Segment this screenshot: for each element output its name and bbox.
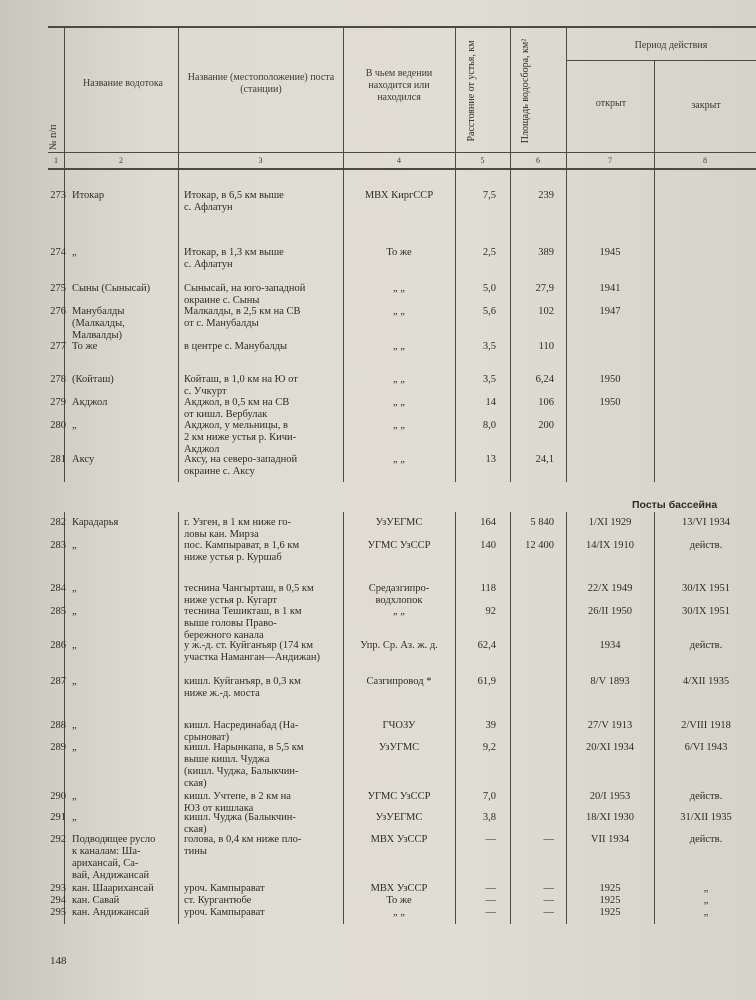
opened-date: 20/XI 1934 (585, 742, 635, 753)
opened-date: 1934 (599, 640, 621, 651)
post-location: Итокар, в 6,5 км выше с. Афлатун (184, 190, 284, 213)
distance-km: — (485, 907, 496, 918)
distance-km: 7,0 (482, 791, 496, 802)
header-closed: закрыт (691, 100, 721, 111)
opened-date: 8/V 1893 (590, 676, 630, 687)
river-name: „ (72, 676, 77, 687)
period-divider-rule (566, 60, 756, 61)
column-number: 5 (480, 156, 485, 165)
basin-area: 6,24 (535, 374, 554, 385)
header-distance: Расстояние от устья, км (466, 40, 477, 142)
distance-km: 5,0 (482, 283, 496, 294)
post-location: ст. Кургантюбе (184, 895, 252, 906)
river-name: „ (72, 606, 77, 617)
row-number: 290 (50, 791, 66, 802)
row-number: 273 (50, 190, 66, 201)
post-location: кишл. Учтепе, в 2 км на ЮЗ от кишлака (184, 791, 291, 814)
organization: „ „ (393, 283, 405, 294)
row-number: 278 (50, 374, 66, 385)
col-divider (178, 512, 179, 924)
river-name: (Койташ) (72, 374, 114, 385)
river-name: „ (72, 583, 77, 594)
distance-km: 3,8 (482, 812, 496, 823)
organization: То же (386, 895, 412, 906)
organization: УзУЕГМС (375, 812, 423, 823)
header-basin-area: Площадь водосбора, км² (520, 38, 531, 144)
river-name: „ (72, 720, 77, 731)
basin-area: 200 (538, 420, 554, 431)
river-name: „ (72, 247, 77, 258)
row-number: 289 (50, 742, 66, 753)
basin-area: 12 400 (525, 540, 554, 551)
row-number: 287 (50, 676, 66, 687)
post-location: кишл. Чуджа (Балыкчин- ская) (184, 812, 296, 835)
header-organization: В чьем ведении находится или находился (365, 68, 433, 103)
river-name: „ (72, 742, 77, 753)
row-number: 284 (50, 583, 66, 594)
post-location: Малкалды, в 2,5 км на СВ от с. Манубалды (184, 306, 301, 329)
row-number: 280 (50, 420, 66, 431)
river-name: „ (72, 791, 77, 802)
organization: „ „ (393, 907, 405, 918)
header-opened: открыт (595, 98, 627, 109)
basin-area: 24,1 (535, 454, 554, 465)
col-divider (178, 27, 179, 482)
basin-area: 27,9 (535, 283, 554, 294)
header-number: № п/п (48, 124, 59, 150)
opened-date: 22/X 1949 (587, 583, 633, 594)
closed-date: „ (703, 883, 709, 894)
header-post: Название (местоположение) поста (станции) (187, 72, 335, 95)
closed-date: 6/VI 1943 (684, 742, 728, 753)
table-top-rule (48, 26, 756, 28)
organization: „ „ (393, 420, 405, 431)
organization: „ „ (393, 374, 405, 385)
river-name: кан. Савай (72, 895, 120, 906)
opened-date: 20/I 1953 (589, 791, 631, 802)
distance-km: 7,5 (482, 190, 496, 201)
closed-date: 13/VI 1934 (681, 517, 731, 528)
basin-area: 110 (538, 341, 554, 352)
post-location: у ж.-д. ст. Куйганъяр (174 км участка Наманган—Андижан) (184, 640, 321, 663)
opened-date: 27/V 1913 (587, 720, 633, 731)
river-name: кан. Шаарихансай (72, 883, 154, 894)
row-number: 274 (50, 247, 66, 258)
post-location: Аксу, на северо-западной окраине с. Аксу (184, 454, 298, 477)
closed-date: 2/VIII 1918 (681, 720, 731, 731)
organization: Средазгипро- водхлопок (368, 583, 430, 606)
post-location: теснина Тешикташ, в 1 км выше головы Право- бережного канала (184, 606, 302, 641)
distance-km: — (485, 895, 496, 906)
post-location: в центре с. Манубалды (184, 341, 288, 352)
opened-date: 14/IX 1910 (585, 540, 635, 551)
distance-km: 3,5 (482, 374, 496, 385)
distance-km: 118 (480, 583, 496, 594)
closed-date: 30/IX 1951 (681, 606, 731, 617)
distance-km: 13 (485, 454, 496, 465)
organization: „ „ (393, 341, 405, 352)
organization: МВХ УзССР (370, 834, 428, 845)
opened-date: 1925 (599, 883, 621, 894)
column-number: 3 (258, 156, 263, 165)
opened-date: 18/XI 1930 (585, 812, 635, 823)
closed-date: „ (703, 895, 709, 906)
basin-area: — (543, 883, 554, 894)
row-number: 275 (50, 283, 66, 294)
post-location: Итокар, в 1,3 км выше с. Афлатун (184, 247, 284, 270)
basin-area: — (543, 907, 554, 918)
closed-date: действ. (689, 834, 723, 845)
row-number: 288 (50, 720, 66, 731)
col-divider (510, 512, 511, 924)
distance-km: 14 (485, 397, 496, 408)
column-number: 8 (703, 156, 707, 165)
closed-date: 31/XII 1935 (680, 812, 732, 823)
basin-area: 389 (538, 247, 554, 258)
row-number: 293 (50, 883, 66, 894)
header-period: Период действия (634, 40, 708, 51)
row-number: 276 (50, 306, 66, 317)
river-name: „ (72, 640, 77, 651)
organization: ГЧОЗУ (382, 720, 416, 731)
opened-date: 1925 (599, 907, 621, 918)
post-location: пос. Кампырават, в 1,6 км ниже устья р. Куршаб (184, 540, 300, 563)
river-name: Акджол (72, 397, 108, 408)
column-number: 7 (608, 156, 612, 165)
basin-area: — (543, 834, 554, 845)
row-number: 291 (50, 812, 66, 823)
distance-km: 2,5 (482, 247, 496, 258)
distance-km: 5,6 (482, 306, 496, 317)
distance-km: 8,0 (482, 420, 496, 431)
row-number: 282 (50, 517, 66, 528)
river-name: „ (72, 540, 77, 551)
post-location: уроч. Кампырават (184, 907, 265, 918)
opened-date: 1950 (599, 374, 621, 385)
opened-date: 26/II 1950 (587, 606, 633, 617)
post-location: голова, в 0,4 км ниже пло- тины (184, 834, 302, 857)
basin-area: 239 (538, 190, 554, 201)
river-name: То же (72, 341, 98, 352)
header-bottom-rule (48, 152, 756, 153)
organization: „ „ (393, 306, 405, 317)
col-divider (455, 512, 456, 924)
distance-km: 9,2 (482, 742, 496, 753)
distance-km: 92 (485, 606, 496, 617)
basin-area: 106 (538, 397, 554, 408)
section-title: Посты бассейна (632, 499, 718, 511)
row-number: 277 (50, 341, 66, 352)
row-number: 295 (50, 907, 66, 918)
opened-date: 1950 (599, 397, 621, 408)
column-number: 2 (119, 156, 123, 165)
col-divider (566, 512, 567, 924)
organization: „ „ (393, 606, 405, 617)
distance-km: — (485, 834, 496, 845)
col-divider (343, 512, 344, 924)
column-number: 1 (54, 156, 58, 165)
river-name: Подводящее русло к каналам: Ша- арихансай, Са- вай, Андижансай (72, 834, 156, 881)
post-location: Сынысай, на юго-западной окраине с. Сыны (184, 283, 306, 306)
organization: МВХ УзССР (370, 883, 428, 894)
organization: МВХ КиргССР (364, 190, 434, 201)
post-location: Акджол, у мельницы, в 2 км ниже устья р. Кичи- Акджол (184, 420, 297, 455)
page-number: 148 (50, 955, 67, 967)
organization: То же (386, 247, 412, 258)
organization: УзУГМС (378, 742, 420, 753)
basin-area: — (543, 895, 554, 906)
opened-date: 1941 (599, 283, 621, 294)
organization: УГМС УзССР (367, 791, 431, 802)
distance-km: 3,5 (482, 341, 496, 352)
row-number: 279 (50, 397, 66, 408)
row-number: 283 (50, 540, 66, 551)
distance-km: 164 (480, 517, 496, 528)
closed-date: „ (703, 907, 709, 918)
opened-date: 1945 (599, 247, 621, 258)
col-divider (343, 27, 344, 482)
organization: УзУЕГМС (375, 517, 423, 528)
row-number: 281 (50, 454, 66, 465)
distance-km: 62,4 (477, 640, 496, 651)
col-divider (64, 512, 65, 924)
row-number: 294 (50, 895, 66, 906)
distance-km: 39 (485, 720, 496, 731)
river-name: „ (72, 420, 77, 431)
river-name: Аксу (72, 454, 95, 465)
post-location: кишл. Куйганъяр, в 0,3 км ниже ж.-д. моста (184, 676, 301, 699)
post-location: Койташ, в 1,0 км на Ю от с. Учкурт (184, 374, 298, 397)
organization: УГМС УзССР (367, 540, 431, 551)
closed-date: 30/IX 1951 (681, 583, 731, 594)
river-name: Сыны (Сынысай) (72, 283, 151, 294)
river-name: Карадарья (72, 517, 119, 528)
post-location: кишл. Насрединабад (На- срыноват) (184, 720, 299, 743)
distance-km: 61,9 (477, 676, 496, 687)
post-location: теснина Чангырташ, в 0,5 км ниже устья р. Кугарт (184, 583, 314, 606)
closed-date: действ. (689, 791, 723, 802)
closed-date: действ. (689, 540, 723, 551)
colnum-bottom-rule (48, 168, 756, 170)
column-number: 4 (397, 156, 401, 165)
col-divider (654, 512, 655, 924)
distance-km: 140 (480, 540, 496, 551)
basin-area: 102 (538, 306, 554, 317)
organization: „ „ (393, 454, 405, 465)
post-location: кишл. Нарынкапа, в 5,5 км выше кишл. Чуджа (кишл. Чуджа, Балыкчин- ская) (184, 742, 304, 789)
post-location: уроч. Кампырават (184, 883, 265, 894)
row-number: 292 (50, 834, 66, 845)
opened-date: 1925 (599, 895, 621, 906)
opened-date: VII 1934 (590, 834, 630, 845)
river-name: кан. Андижансай (72, 907, 150, 918)
basin-area: 5 840 (530, 517, 554, 528)
row-number: 285 (50, 606, 66, 617)
closed-date: действ. (689, 640, 723, 651)
river-name: Манубалды (Малкалды, Малвалды) (72, 306, 125, 341)
row-number: 286 (50, 640, 66, 651)
organization: „ „ (393, 397, 405, 408)
opened-date: 1/XI 1929 (588, 517, 632, 528)
col-divider (654, 60, 655, 482)
distance-km: — (485, 883, 496, 894)
post-location: г. Узген, в 1 км ниже го- ловы кан. Мирза (184, 517, 291, 540)
closed-date: 4/XII 1935 (682, 676, 730, 687)
opened-date: 1947 (599, 306, 621, 317)
post-location: Акджол, в 0,5 км на СВ от кишл. Вербулак (184, 397, 290, 420)
column-number: 6 (536, 156, 540, 165)
river-name: Итокар (72, 190, 105, 201)
organization: Сазгипровод * (366, 676, 432, 687)
organization: Упр. Ср. Аз. ж. д. (360, 640, 438, 651)
header-river: Название водотока (83, 78, 163, 89)
river-name: „ (72, 812, 77, 823)
